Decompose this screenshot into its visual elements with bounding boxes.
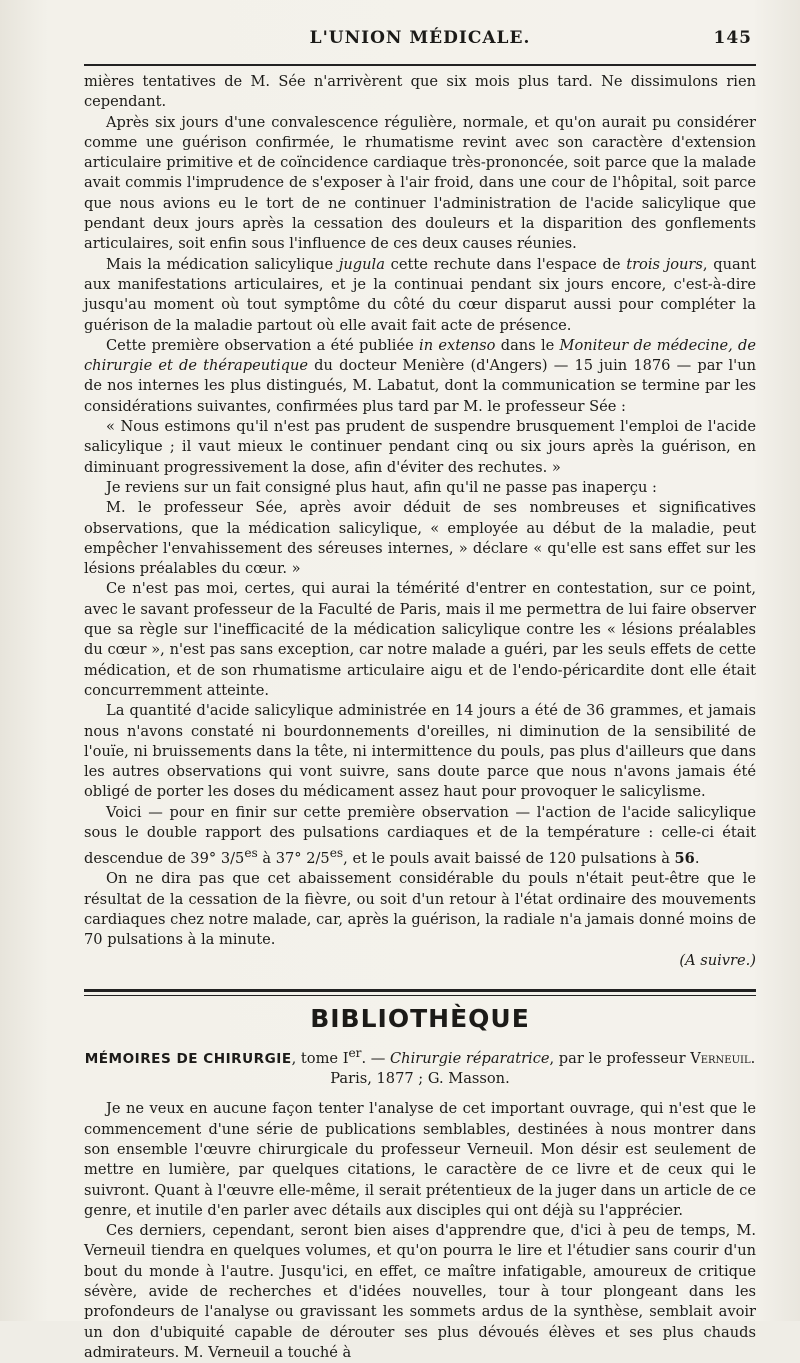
- paragraph: Voici — pour en finir sur cette première observation — l'action de l'acide salicylique sous le double rapport des pulsations cardiaques et de la température : celle-ci était descendue de 39° $3/5^{es}$ à 37° $2/5^{es}$, et le pouls avait baissé de 120 pulsations à 56.: [84, 803, 756, 868]
- section-title: BIBLIOTHÈQUE: [310, 1003, 530, 1033]
- paragraph: Après six jours d'une convalescence régulière, normale, et qu'on aurait pu considérer comme une guérison confirmée, le rhumatisme revint avec son caractère d'extension articulaire primitive et de coïncidence cardiaque très-prononcée, soit parce que la malade avait commis l'imprudence de s'exposer à l'air froid, dans une cour de l'hôpital, soit parce que nous avions eu le tort de ne continuer l'administration de l'acide salicylique que pendant deux jours après la cessation des douleurs et la disparition des gonflements articulaires, soit enfin sous l'influence de ces deux causes réunies.: [84, 113, 756, 253]
- paragraph: On ne dira pas que cet abaissement considérable du pouls n'était peut-être que le résultat de la cessation de la fièvre, ou soit d'un retour à l'état ordinaire des mouvements cardiaques chez notre malade, car, après la guérison, la radiale n'a jamais donné moins de 70 pulsations à la minute.: [84, 870, 757, 949]
- to-be-continued: (A suivre.): [679, 951, 756, 969]
- paragraph: Mais la médication salicylique jugula cette rechute dans l'espace de trois jours, quant aux manifestations articulaires, et je la continuai pendant six jours encore, c'est-à-dire jusqu'au moment où tout symptôme du côté du cœur disparut aussi pour compléter la guérison de la maladie partout où elle avait fait acte de présence.: [84, 255, 756, 334]
- quotation: « Nous estimons qu'il n'est pas prudent de suspendre brusquement l'emploi de l'acide salicylique ; il vaut mieux le continuer pendant cinq ou six jours après la guérison, en diminuant progressivement la dose, afin d'éviter des rechutes. »: [84, 418, 756, 476]
- journal-title: L'UNION MÉDICALE.: [309, 28, 531, 48]
- running-header: [84, 28, 756, 58]
- section-rule-bottom: [84, 995, 756, 996]
- article-body: [84, 72, 756, 971]
- paragraph: Cette première observation a été publiée in extenso dans le Moniteur de médecine, de chirurgie et de thérapeutique du docteur Menière (d'Angers) — 15 juin 1876 — par l'un de nos internes les plus distingués, M. Labatut, dont la communication se termine par les considérations suivantes, confirmées plus tard par M. le professeur Sée :: [84, 336, 757, 415]
- header-rule: [84, 64, 756, 66]
- paragraph: M. le professeur Sée, après avoir déduit de ses nombreuses et significatives observations, que la médication salicylique, « employée au début de la maladie, peut empêcher l'envahissement des séreuses internes, » déclare « qu'elle est sans effet sur les lésions préalables du cœur. »: [84, 499, 756, 578]
- paragraph: La quantité d'acide salicylique administrée en 14 jours a été de 36 grammes, et jamais nous n'avons constaté ni bourdonnements d'oreilles, ni diminution de la sensibilité de l'ouïe, ni bruissements dans la tête, ni intermittence du pouls, pas plus d'ailleurs que dans les autres observations qui vont suivre, sans doute parce que nous n'avons jamais été obligé de porter les doses du médicament assez haut pour provoquer le salicylisme.: [84, 702, 756, 801]
- paragraph: mières tentatives de M. Sée n'arrivèrent que six mois plus tard. Ne dissimulons rien cependant.: [84, 73, 756, 111]
- review-body: [84, 1099, 756, 1363]
- paragraph: Je ne veux en aucune façon tenter l'analyse de cet important ouvrage, qui n'est que le commencement d'une série de publications semblables, destinées à nous montrer dans son ensemble l'œuvre chirurgicale du professeur Verneuil. Mon désir est seulement de mettre en lumière, par quelques citations, le caractère de ce livre et de ceux qui le suivront. Quant à l'œuvre elle-même, il serait prétentieux de la juger dans un article de ce genre, et inutile d'en parler avec détails aux disciples qui ont déjà su l'apprécier.: [84, 1100, 756, 1219]
- section-rule-top: [84, 989, 756, 992]
- paragraph: Ce n'est pas moi, certes, qui aurai la témérité d'entrer en contestation, sur ce point, avec le savant professeur de la Faculté de Paris, mais il me permettra de lui faire observer que sa règle sur l'inefficacité de la médication salicylique contre les « lésions préalables du cœur », n'est pas sans exception, car notre malade a guéri, par les seuls effets de cette médication, et de son rhumatisme articulaire aigu et de l'endo-péricardite dont elle était concurremment atteinte.: [84, 580, 756, 699]
- book-reference: MÉMOIRES DE CHIRURGIE, tome Ier. — Chirurgie réparatrice, par le professeur Verneuil.: [84, 1045, 756, 1067]
- book-publisher: Paris, 1877 ; G. Masson.: [330, 1070, 510, 1088]
- paragraph: Je reviens sur un fait consigné plus haut, afin qu'il ne passe pas inaperçu :: [106, 478, 657, 496]
- page-number: 145: [713, 28, 752, 48]
- paragraph: Ces derniers, cependant, seront bien aises d'apprendre que, d'ici à peu de temps, M. Verneuil tiendra en quelques volumes, et qu'on pourra le lire et l'étudier sans courir d'un bout du monde à l'autre. Jusqu'ici, en effet, ce maître infatigable, amoureux de critique sévère, avide de recherches et d'idées nouvelles, tour à tour plongeant dans les profondeurs de l'analyse ou gravissant les sommets ardus de la synthèse, semblait avoir un don d'ubiquité capable de dérouter ses plus dévoués élèves et ses plus chauds admirateurs. M. Verneuil a touché à: [84, 1222, 756, 1361]
